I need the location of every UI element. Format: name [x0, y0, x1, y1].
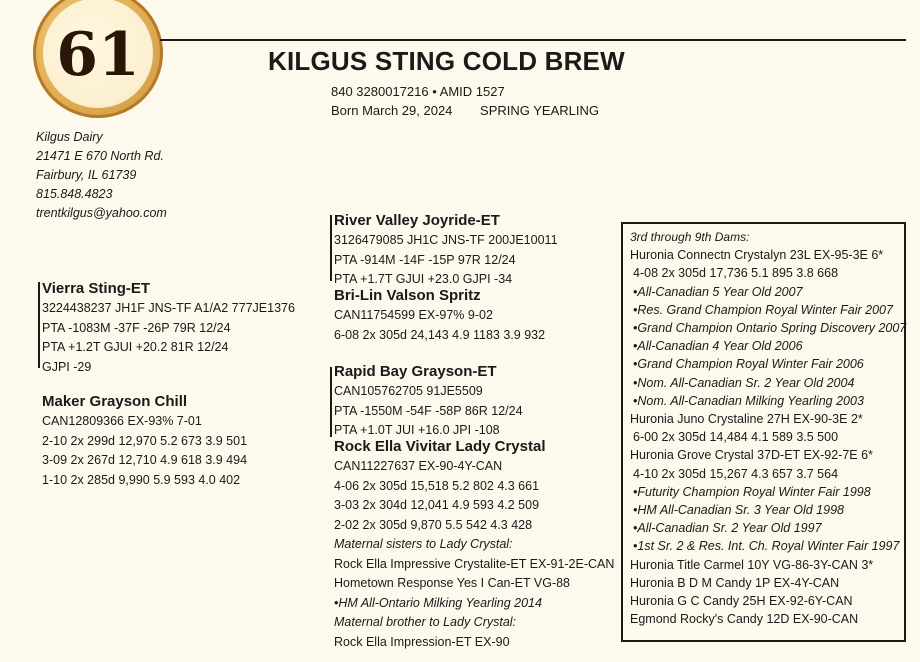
dam-dam-line: CAN11227637 EX-90-4Y-CAN [334, 459, 503, 473]
dam-name: Maker Grayson Chill [42, 393, 188, 410]
ancestor-award: •Res. Grand Champion Royal Winter Fair 2007 [633, 302, 893, 317]
animal-class: SPRING YEARLING [480, 103, 599, 118]
deep-pedigree-box [621, 222, 906, 642]
dam-dam-note: Maternal sisters to Lady Crystal: [334, 537, 513, 551]
owner-phone: 815.848.4823 [36, 187, 113, 201]
animal-birth-line [331, 103, 599, 118]
ancestor-award: •Nom. All-Canadian Sr. 2 Year Old 2004 [633, 375, 855, 390]
dam-dam-line: 3-03 2x 304d 12,041 4.9 593 4.2 509 [334, 498, 540, 512]
birth-date: Born March 29, 2024 [331, 103, 453, 118]
dam-dam-note: Maternal brother to Lady Crystal: [334, 615, 517, 629]
dam-line: 3-09 2x 267d 12,710 4.9 618 3.9 494 [42, 453, 248, 467]
sire-dam-line: CAN11754599 EX-97% 9-02 [334, 308, 493, 322]
owner-contact [36, 128, 167, 223]
sire-line: PTA +1.2T GJUI +20.2 81R 12/24 [42, 340, 229, 354]
dam-sire-line: CAN105762705 91JE5509 [334, 384, 483, 398]
animal-id-line: 840 3280017216 • AMID 1527 [331, 84, 505, 99]
sire-dam-block [334, 286, 545, 345]
dam-line: 1-10 2x 285d 9,990 5.9 593 4.0 402 [42, 472, 241, 487]
ancestor-name: Huronia Title Carmel 10Y VG-86-3Y-CAN 3* [630, 557, 874, 572]
dam-dam-note: Rock Ella Impression-ET EX-90 [334, 634, 510, 649]
ancestor-record: 6-00 2x 305d 14,484 4.1 589 3.5 500 [633, 430, 839, 445]
ancestor-name: Huronia Juno Crystaline 27H EX-90-3E 2* [630, 412, 863, 427]
sire-name: Vierra Sting-ET [42, 280, 151, 297]
deep-pedigree-heading: 3rd through 9th Dams: [630, 230, 750, 244]
sire-sire-line: PTA +1.7T GJUI +23.0 GJPI -34 [334, 272, 513, 286]
lot-number-badge-inner [43, 0, 153, 108]
ancestor-award: •Nom. All-Canadian Milking Yearling 2003 [633, 393, 864, 408]
ancestor-name: Egmond Rocky's Candy 12D EX-90-CAN [630, 612, 859, 627]
dam-sire-line: PTA +1.0T JUI +16.0 JPI -108 [334, 423, 500, 437]
dam-block [42, 392, 247, 490]
sire-sire-name: River Valley Joyride-ET [334, 212, 500, 229]
ancestor-award: •All-Canadian 4 Year Old 2006 [633, 339, 803, 354]
ancestor-award: •Grand Champion Ontario Spring Discovery 2007 [633, 321, 907, 336]
dam-dam-note: Rock Ella Impressive Crystalite-ET EX-91-2E-CAN [334, 556, 615, 571]
ancestor-award: •All-Canadian 5 Year Old 2007 [633, 284, 803, 299]
sire-line: 3224438237 JH1F JNS-TF A1/A2 777JE1376 [42, 301, 295, 315]
ancestor-award: •Futurity Champion Royal Winter Fair 1998 [633, 484, 871, 499]
ancestor-record: 4-08 2x 305d 17,736 5.1 895 3.8 668 [633, 266, 839, 281]
lot-number: 61 [56, 20, 140, 90]
ancestor-award: •Grand Champion Royal Winter Fair 2006 [633, 357, 864, 372]
ancestor-name: Huronia B D M Candy 1P EX-4Y-CAN [630, 575, 840, 590]
ancestor-award: •HM All-Canadian Sr. 3 Year Old 1998 [633, 503, 844, 518]
dam-dam-line: 4-06 2x 305d 15,518 5.2 802 4.3 661 [334, 478, 540, 493]
sire-sire-block [334, 211, 558, 290]
sire-bracket [38, 282, 40, 368]
dam-dam-block [334, 437, 614, 652]
sire-line: PTA -1083M -37F -26P 79R 12/24 [42, 320, 231, 335]
ancestor-name: Huronia G C Candy 25H EX-92-6Y-CAN [630, 594, 853, 609]
lot-number-badge [33, 0, 163, 118]
ancestor-award: •All-Canadian Sr. 2 Year Old 1997 [633, 521, 822, 536]
dam-dam-note: •HM All-Ontario Milking Yearling 2014 [334, 595, 542, 610]
dam-sire-name: Rapid Bay Grayson-ET [334, 363, 497, 380]
dam-dam-name: Rock Ella Vivitar Lady Crystal [334, 438, 546, 455]
sire-sire-line: PTA -914M -14F -15P 97R 12/24 [334, 252, 516, 267]
dam-line: 2-10 2x 299d 12,970 5.2 673 3.9 501 [42, 433, 248, 448]
owner-city: Fairbury, IL 61739 [36, 168, 137, 182]
ancestor-record: 4-10 2x 305d 15,267 4.3 657 3.7 564 [633, 466, 839, 481]
dam-sire-line: PTA -1550M -54F -58P 86R 12/24 [334, 403, 523, 418]
ancestor-award: •1st Sr. 2 & Res. Int. Ch. Royal Winter Fair 1997 [633, 539, 900, 554]
dam-sire-block [334, 362, 523, 441]
sire-dam-name: Bri-Lin Valson Spritz [334, 287, 481, 304]
dam-line: CAN12809366 EX-93% 7-01 [42, 414, 202, 428]
animal-name: KILGUS STING COLD BREW [268, 46, 625, 76]
owner-email: trentkilgus@yahoo.com [36, 206, 167, 220]
sire-dam-line: 6-08 2x 305d 24,143 4.9 1183 3.9 932 [334, 327, 546, 342]
dam-dam-line: 2-02 2x 305d 9,870 5.5 542 4.3 428 [334, 517, 533, 532]
header-rule [160, 39, 906, 41]
owner-farm: Kilgus Dairy [36, 130, 103, 144]
ancestor-name: Huronia Grove Crystal 37D-ET EX-92-7E 6* [630, 448, 873, 463]
sire-sire-bracket [330, 215, 332, 281]
sire-line: GJPI -29 [42, 359, 92, 374]
ancestor-name: Huronia Connectn Crystalyn 23L EX-95-3E 6* [630, 248, 884, 263]
sire-block [42, 279, 295, 377]
dam-dam-note: Hometown Response Yes I Can-ET VG-88 [334, 576, 571, 590]
sire-sire-line: 3126479085 JH1C JNS-TF 200JE10011 [334, 233, 558, 247]
owner-street: 21471 E 670 North Rd. [36, 149, 164, 163]
dam-sire-bracket [330, 367, 332, 437]
